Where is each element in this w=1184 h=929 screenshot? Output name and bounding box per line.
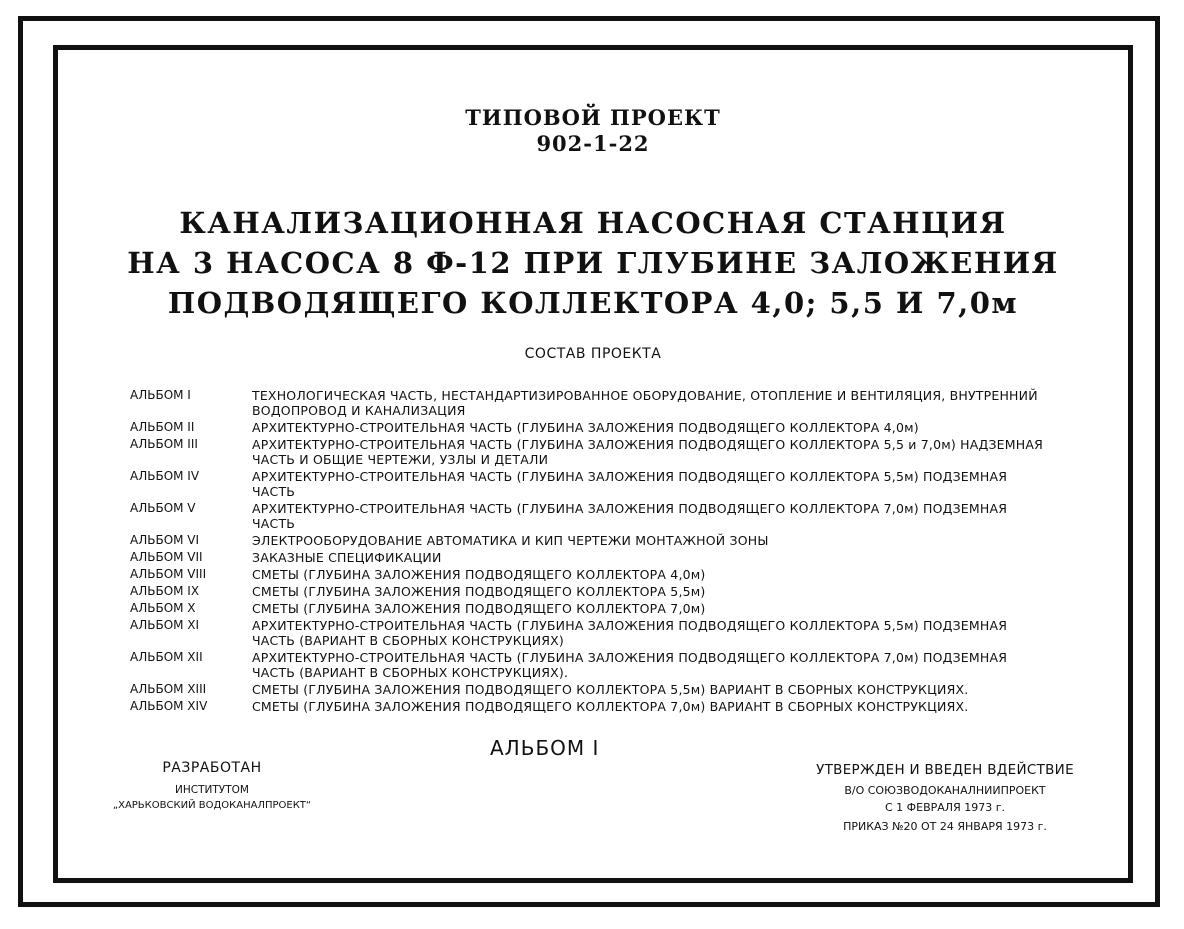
album-number: АЛЬБОМ VI	[130, 533, 200, 547]
album-row	[130, 584, 1050, 599]
album-description: СМЕТЫ (ГЛУБИНА ЗАЛОЖЕНИЯ ПОДВОДЯЩЕГО КОЛЛЕКТОРА 4,0м)	[252, 567, 706, 582]
album-number: АЛЬБОМ IV	[130, 469, 200, 483]
album-description: АРХИТЕКТУРНО-СТРОИТЕЛЬНАЯ ЧАСТЬ (ГЛУБИНА ЗАЛОЖЕНИЯ ПОДВОДЯЩЕГО КОЛЛЕКТОРА 5,5 и 7,0м) НАДЗЕМНАЯ ЧАСТЬ И ОБЩИЕ ЧЕРТЕЖИ, УЗЛЫ И ДЕТАЛИ	[252, 437, 1043, 467]
album-description: СМЕТЫ (ГЛУБИНА ЗАЛОЖЕНИЯ ПОДВОДЯЩЕГО КОЛЛЕКТОРА 5,5м) ВАРИАНТ В СБОРНЫХ КОНСТРУКЦИЯХ.	[252, 682, 969, 697]
title-line-1: КАНАЛИЗАЦИОННАЯ НАСОСНАЯ СТАНЦИЯ	[179, 206, 1007, 240]
approval-line-4: ПРИКАЗ №20 ОТ 24 ЯНВАРЯ 1973 г.	[843, 820, 1047, 833]
album-row	[130, 601, 1050, 616]
approval-block	[800, 762, 1090, 833]
developer-line-1: РАЗРАБОТАН	[162, 760, 262, 776]
album-number: АЛЬБОМ IX	[130, 584, 200, 598]
album-description: АРХИТЕКТУРНО-СТРОИТЕЛЬНАЯ ЧАСТЬ (ГЛУБИНА ЗАЛОЖЕНИЯ ПОДВОДЯЩЕГО КОЛЛЕКТОРА 4,0м)	[252, 420, 919, 435]
album-number: АЛЬБОМ VIII	[130, 567, 207, 581]
project-number: 902-1-22	[536, 131, 650, 156]
album-row	[130, 618, 1050, 648]
album-description: АРХИТЕКТУРНО-СТРОИТЕЛЬНАЯ ЧАСТЬ (ГЛУБИНА ЗАЛОЖЕНИЯ ПОДВОДЯЩЕГО КОЛЛЕКТОРА 5,5м) ПОДЗЕМНАЯ ЧАСТЬ (ВАРИАНТ В СБОРНЫХ КОНСТРУКЦИЯХ)	[252, 618, 1008, 648]
document-title	[53, 203, 1133, 323]
album-number: АЛЬБОМ V	[130, 501, 196, 515]
album-number: АЛЬБОМ XI	[130, 618, 200, 632]
album-description: СМЕТЫ (ГЛУБИНА ЗАЛОЖЕНИЯ ПОДВОДЯЩЕГО КОЛЛЕКТОРА 7,0м)	[252, 601, 706, 616]
current-album-label: АЛЬБОМ I	[490, 736, 600, 760]
album-description: ЭЛЕКТРООБОРУДОВАНИЕ АВТОМАТИКА И КИП ЧЕРТЕЖИ МОНТАЖНОЙ ЗОНЫ	[252, 533, 769, 548]
album-row	[130, 650, 1050, 680]
title-line-2: НА 3 НАСОСА 8 Ф-12 ПРИ ГЛУБИНЕ ЗАЛОЖЕНИЯ	[127, 246, 1059, 280]
developer-line-3: „ХАРЬКОВСКИЙ ВОДОКАНАЛПРОЕКТ“	[112, 800, 312, 811]
album-description: АРХИТЕКТУРНО-СТРОИТЕЛЬНАЯ ЧАСТЬ (ГЛУБИНА ЗАЛОЖЕНИЯ ПОДВОДЯЩЕГО КОЛЛЕКТОРА 7,0м) ПОДЗЕМНАЯ ЧАСТЬ	[252, 501, 1008, 531]
title-line-3: ПОДВОДЯЩЕГО КОЛЛЕКТОРА 4,0; 5,5 И 7,0м	[167, 286, 1019, 320]
project-header	[53, 105, 1133, 157]
album-description: СМЕТЫ (ГЛУБИНА ЗАЛОЖЕНИЯ ПОДВОДЯЩЕГО КОЛЛЕКТОРА 7,0м) ВАРИАНТ В СБОРНЫХ КОНСТРУКЦИЯХ.	[252, 699, 969, 714]
album-row	[130, 388, 1050, 418]
album-row	[130, 437, 1050, 467]
album-row	[130, 420, 1050, 435]
album-row	[130, 550, 1050, 565]
approval-line-2: В/О СОЮЗВОДОКАНАЛНИИПРОЕКТ	[844, 784, 1046, 797]
composition-heading: СОСТАВ ПРОЕКТА	[524, 346, 662, 362]
album-number: АЛЬБОМ III	[130, 437, 198, 451]
developer-block	[82, 760, 342, 811]
album-list	[130, 388, 1050, 716]
album-row	[130, 682, 1050, 697]
album-number: АЛЬБОМ XII	[130, 650, 203, 664]
album-description: АРХИТЕКТУРНО-СТРОИТЕЛЬНАЯ ЧАСТЬ (ГЛУБИНА ЗАЛОЖЕНИЯ ПОДВОДЯЩЕГО КОЛЛЕКТОРА 7,0м) ПОДЗЕМНАЯ ЧАСТЬ (ВАРИАНТ В СБОРНЫХ КОНСТРУКЦИЯХ).	[252, 650, 1008, 680]
approval-line-1: УТВЕРЖДЕН И ВВЕДЕН ВДЕЙСТВИЕ	[816, 762, 1074, 778]
album-number: АЛЬБОМ X	[130, 601, 196, 615]
project-label: ТИПОВОЙ ПРОЕКТ	[465, 105, 721, 130]
album-row	[130, 501, 1050, 531]
album-description: ТЕХНОЛОГИЧЕСКАЯ ЧАСТЬ, НЕСТАНДАРТИЗИРОВАННОЕ ОБОРУДОВАНИЕ, ОТОПЛЕНИЕ И ВЕНТИЛЯЦИЯ, ВНУТРЕННИЙ ВОДОПРОВОД И КАНАЛИЗАЦИЯ	[252, 388, 1038, 418]
album-row	[130, 469, 1050, 499]
album-description: АРХИТЕКТУРНО-СТРОИТЕЛЬНАЯ ЧАСТЬ (ГЛУБИНА ЗАЛОЖЕНИЯ ПОДВОДЯЩЕГО КОЛЛЕКТОРА 5,5м) ПОДЗЕМНАЯ ЧАСТЬ	[252, 469, 1008, 499]
album-number: АЛЬБОМ VII	[130, 550, 203, 564]
album-row	[130, 567, 1050, 582]
album-number: АЛЬБОМ II	[130, 420, 195, 434]
album-number: АЛЬБОМ XIII	[130, 682, 207, 696]
album-description: ЗАКАЗНЫЕ СПЕЦИФИКАЦИИ	[252, 550, 442, 565]
album-row	[130, 699, 1050, 714]
album-number: АЛЬБОМ I	[130, 388, 191, 402]
developer-line-2: ИНСТИТУТОМ	[175, 784, 249, 796]
approval-line-3: С 1 ФЕВРАЛЯ 1973 г.	[885, 801, 1005, 814]
album-row	[130, 533, 1050, 548]
album-description: СМЕТЫ (ГЛУБИНА ЗАЛОЖЕНИЯ ПОДВОДЯЩЕГО КОЛЛЕКТОРА 5,5м)	[252, 584, 706, 599]
album-number: АЛЬБОМ XIV	[130, 699, 208, 713]
